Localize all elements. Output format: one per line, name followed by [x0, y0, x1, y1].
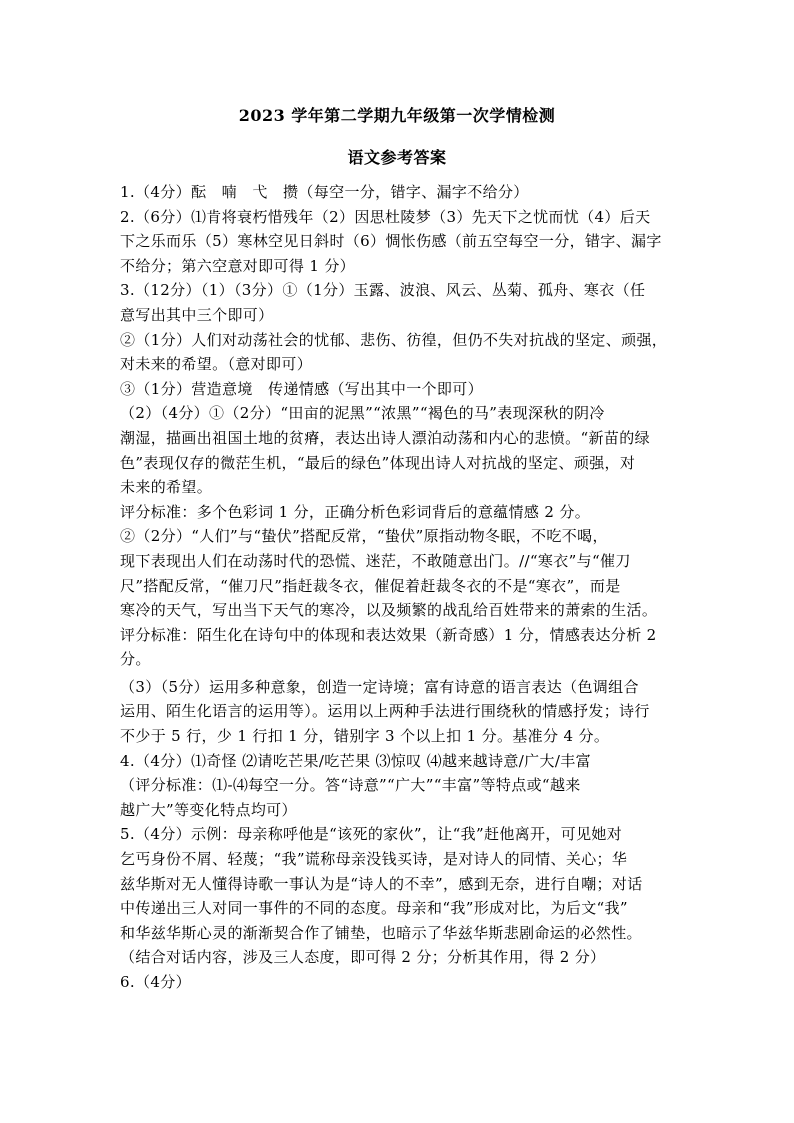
answer-line: 评分标准：多个色彩词 1 分，正确分析色彩词背后的意蕴情感 2 分。 — [120, 502, 591, 521]
answer-line: 中传递出三人对同一事件的不同的态度。母亲和“我”形成对比，为后文“我” — [120, 899, 628, 918]
answer-line: （结合对话内容，涉及三人态度，即可得 2 分；分析其作用，得 2 分） — [120, 948, 606, 967]
answer-line: 对未来的希望。（意对即可） — [120, 355, 313, 374]
answer-line: ②（1分）人们对动荡社会的忧郁、悲伤、彷徨，但仍不失对抗战的坚定、顽强， — [120, 330, 668, 349]
answer-body — [120, 180, 680, 995]
answer-line: 和华兹华斯心灵的渐渐契合作了铺垫，也暗示了华兹华斯悲剧命运的必然性。 — [120, 923, 642, 942]
answer-line: 3.（12分）（1）（3分）①（1分）玉露、波浪、风云、丛菊、孤舟、寒衣（任 — [120, 281, 646, 300]
document-title: 2023 学年第二学期九年级第一次学情检测 — [238, 106, 556, 125]
answer-line: 潮湿，描画出祖国土地的贫瘠，表达出诗人漂泊动荡和内心的悲愤。“新苗的绿 — [120, 428, 650, 447]
answer-line: 下之乐而乐（5）寒林空见日斜时（6）惆怅伤感（前五空每空一分，错字、漏字 — [120, 232, 662, 251]
answer-line: 6.（4分） — [120, 973, 191, 991]
answer-line: 未来的希望。 — [120, 478, 213, 497]
answer-line: （评分标准：⑴-⑷每空一分。答“诗意”“广大”“丰富”等特点或“越来 — [120, 776, 581, 795]
answer-line: 5.（4分）示例：母亲称呼他是“该死的家伙”，让“我”赶他离开，可见她对 — [120, 825, 623, 844]
answer-line: 运用、陌生化语言的运用等）。运用以上两种手法进行围绕秋的情感抒发；诗行 — [120, 702, 650, 721]
answer-line: 乞丐身份不屑、轻蔑；“我”谎称母亲没钱买诗，是对诗人的同情、关心；华 — [120, 850, 628, 869]
answer-line: 意写出其中三个即可） — [120, 305, 274, 324]
answer-line: 寒冷的天气，写出当下天气的寒冷，以及频繁的战乱给百姓带来的萧索的生活。 — [120, 601, 658, 620]
answer-line: （2）（4分）①（2分）“田亩的泥黑”“浓黑”“褐色的马”表现深秋的阴冷 — [120, 404, 605, 423]
answer-line: 不少于 5 行，少 1 行扣 1 分，错别字 3 个以上扣 1 分。基准分 4 分。 — [120, 727, 610, 746]
answer-line: 评分标准：陌生化在诗句中的体现和表达效果（新奇感）1 分，情感表达分析 2 — [120, 625, 657, 644]
answer-line: 4.（4分）⑴奇怪 ⑵请吃芒果/吃芒果 ⑶惊叹 ⑷越来越诗意/广大/丰富 — [120, 751, 591, 770]
answer-line: 兹华斯对无人懂得诗歌一事认为是“诗人的不幸”，感到无奈，进行自嘲；对话 — [120, 874, 643, 893]
answer-line: ②（2分）“人们”与“蛰伏”搭配反常，“蛰伏”原指动物冬眠，不吃不喝， — [120, 527, 608, 546]
answer-line: 尺”搭配反常，“催刀尺”指赶裁冬衣，催促着赶裁冬衣的不是“寒衣”，而是 — [120, 576, 621, 595]
answer-line: 分。 — [120, 650, 151, 669]
answer-line: 现下表现出人们在动荡时代的恐慌、迷茫，不敢随意出门。//“寒衣”与“催刀 — [120, 551, 631, 570]
answer-line: 不给分；第六空意对即可得 1 分） — [120, 256, 356, 275]
answer-line: （3）（5分）运用多种意象，创造一定诗境；富有诗意的语言表达（色调组合 — [120, 677, 639, 696]
answer-line: ③（1分）营造意境 传递情感（写出其中一个即可） — [120, 379, 483, 398]
answer-line: 2.（6分）⑴肯将衰朽惜残年（2）因思杜陵梦（3）先天下之忧而忧（4）后天 — [120, 207, 651, 226]
document-subtitle: 语文参考答案 — [347, 148, 447, 167]
answer-line: 1.（4分）酝 喃 弋 攒（每空一分，错字、漏字不给分） — [120, 183, 529, 201]
answer-line: 越广大”等变化特点均可） — [120, 800, 297, 819]
answer-line: 色”表现仅存的微茫生机，“最后的绿色”体现出诗人对抗战的坚定、顽强，对 — [120, 453, 636, 472]
